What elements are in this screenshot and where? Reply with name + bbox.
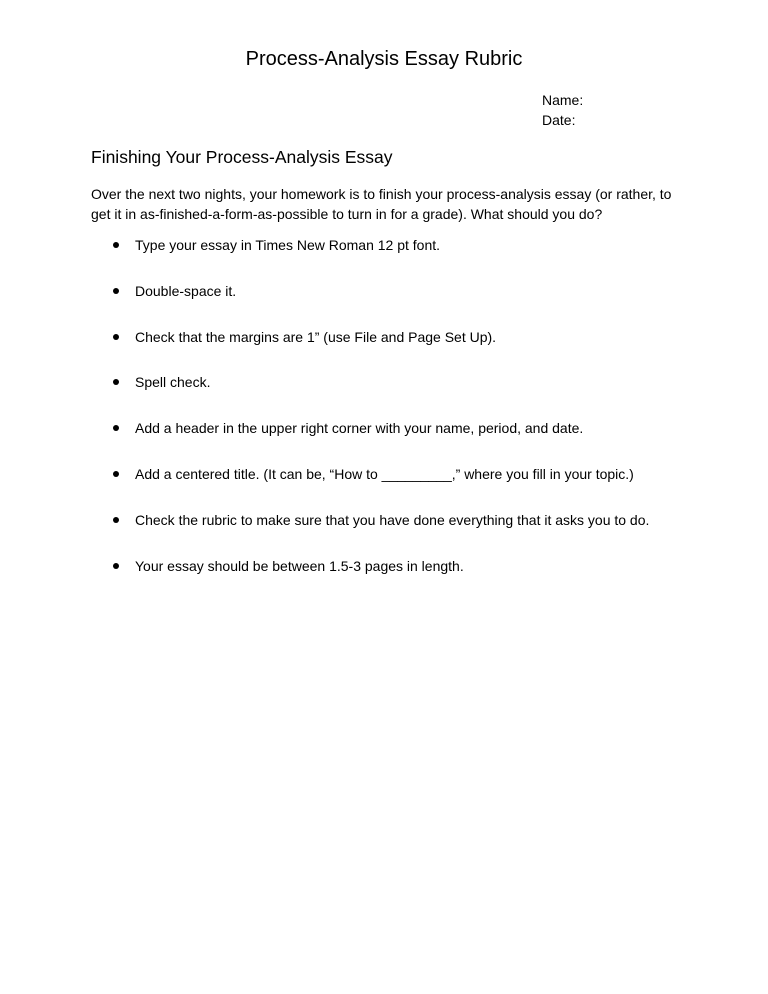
bullet-icon [113,471,119,477]
list-item [91,235,691,281]
list-item [91,327,691,373]
name-label: Name: [542,92,584,108]
bullet-icon [113,517,119,523]
bullet-icon [113,425,119,431]
list-item-text: Add a header in the upper right corner with your name, period, and date. [135,420,584,437]
list-item-text: Check that the margins are 1” (use File and Page Set Up). [135,328,497,345]
section-heading: Finishing Your Process-Analysis Essay [91,147,393,167]
intro-paragraph: Over the next two nights, your homework is to finish your process-analysis essay (or rather, to get it in as-finished-a-form-as-possible to turn in for a grade). What should you do? [91,186,672,222]
list-item [91,464,691,510]
bullet-icon [113,379,119,385]
bullet-icon [113,242,119,248]
page-title: Process-Analysis Essay Rubric [245,48,523,70]
bullet-icon [113,334,119,340]
bullet-icon [113,288,119,294]
list-item [91,372,691,418]
list-item-text: Add a centered title. (It can be, “How to _________,” where you fill in your topic.) [135,465,634,482]
bullet-icon [113,563,119,569]
list-item [91,418,691,464]
list-item-text: Spell check. [135,374,211,391]
name-date-header [542,90,583,130]
date-label: Date: [542,112,576,128]
list-item [91,510,691,556]
list-item-text: Double-space it. [135,282,237,299]
list-item-text: Type your essay in Times New Roman 12 pt font. [135,237,441,253]
list-item [91,281,691,327]
list-item-text: Your essay should be between 1.5-3 pages in length. [135,557,464,574]
list-item-text: Check the rubric to make sure that you have done everything that it asks you to do. [135,511,650,528]
list-item [91,556,691,602]
instruction-list [91,235,691,601]
